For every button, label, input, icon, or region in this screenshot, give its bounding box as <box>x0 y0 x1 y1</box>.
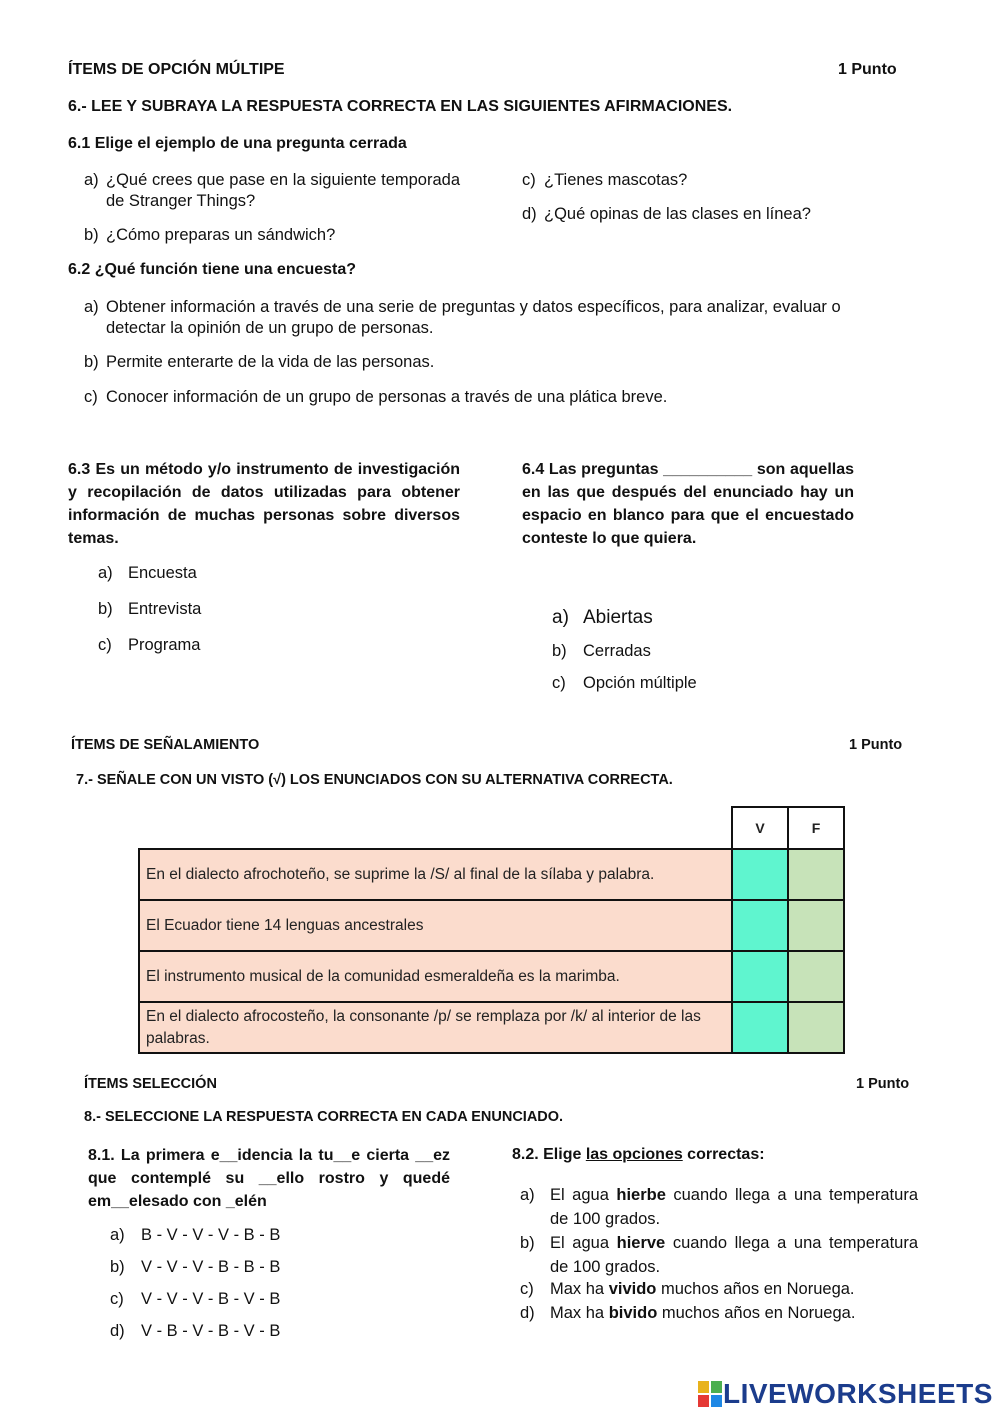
option-text: Opción múltiple <box>583 674 697 692</box>
v-answer-cell[interactable] <box>732 951 788 1002</box>
table-row <box>139 1002 844 1053</box>
f-answer-cell[interactable] <box>788 900 844 951</box>
section-points: 1 Punto <box>838 61 897 78</box>
option-text: ¿Qué opinas de las clases en línea? <box>544 205 811 223</box>
option-letter: b) <box>84 353 99 371</box>
question-8-1-title: 8.1. La primera e__idencia la tu__e cierta __ez que contemplé su __ello rostro y quedé em__elesado con _elén <box>88 1147 450 1210</box>
true-false-table <box>138 806 845 1054</box>
option-6-3-c[interactable] <box>98 636 398 655</box>
instruction-7: 7.- SEÑALE CON UN VISTO (√) LOS ENUNCIADOS CON SU ALTERNATIVA CORRECTA. <box>76 772 673 788</box>
option-letter: b) <box>84 226 99 244</box>
statement-cell: En el dialecto afrocosteño, la consonante /p/ se remplaza por /k/ al interior de las palabras. <box>139 1002 732 1053</box>
liveworksheets-logo-icon <box>697 1380 723 1408</box>
text-part: muchos años en Noruega. <box>657 1304 856 1322</box>
option-letter: a) <box>110 1226 125 1244</box>
logo-text: LIVEWORKSHEETS <box>723 1378 993 1409</box>
header-v: V <box>732 807 788 849</box>
option-letter: a) <box>98 564 113 582</box>
table-header-spacer <box>139 807 732 849</box>
highlighted-word: vivido <box>608 1280 657 1298</box>
option-text <box>550 1280 918 1299</box>
option-text: ¿Cómo preparas un sándwich? <box>106 226 336 244</box>
section-title-selection: ÍTEMS SELECCIÓN <box>84 1076 217 1092</box>
option-text: ¿Tienes mascotas? <box>544 171 688 189</box>
text-part: cuando llega a una temperatura de 100 grados. <box>550 1186 918 1228</box>
option-text: V - V - V - B - B - B <box>141 1258 281 1276</box>
option-6-4-c[interactable] <box>552 674 852 693</box>
option-letter: a) <box>520 1186 535 1204</box>
option-6-3-a[interactable] <box>98 564 398 583</box>
title-underlined: las opciones <box>585 1146 683 1163</box>
option-8-1-d[interactable] <box>110 1322 410 1341</box>
question-6-2-title: 6.2 ¿Qué función tiene una encuesta? <box>68 261 357 278</box>
option-6-3-b[interactable] <box>98 600 398 619</box>
option-6-2-a[interactable] <box>84 297 864 339</box>
v-answer-cell[interactable] <box>732 849 788 900</box>
option-letter: a) <box>552 607 569 628</box>
text-part: cuando llega a una temperatura de 100 grados. <box>550 1234 918 1276</box>
option-6-2-c[interactable] <box>84 388 864 407</box>
section-title-multiple-choice: ÍTEMS DE OPCIÓN MÚLTIPE <box>68 61 285 78</box>
statement-cell: El Ecuador tiene 14 lenguas ancestrales <box>139 900 732 951</box>
f-answer-cell[interactable] <box>788 849 844 900</box>
option-text: ¿Qué crees que pase en la siguiente temporada de Stranger Things? <box>106 171 460 210</box>
text-part: muchos años en Noruega. <box>656 1280 855 1298</box>
section-points: 1 Punto <box>856 1076 910 1092</box>
option-letter: b) <box>98 600 113 618</box>
statement-cell: El instrumento musical de la comunidad esmeraldeña es la marimba. <box>139 951 732 1002</box>
question-6-1-title: 6.1 Elige el ejemplo de una pregunta cerrada <box>68 135 407 152</box>
option-letter: b) <box>552 642 567 660</box>
option-text: Programa <box>128 636 201 654</box>
option-6-4-b[interactable] <box>552 642 852 661</box>
option-letter: b) <box>110 1258 125 1276</box>
option-text <box>550 1183 918 1231</box>
option-8-2-b[interactable] <box>520 1231 918 1279</box>
section-title-marking: ÍTEMS DE SEÑALAMIENTO <box>71 737 260 753</box>
liveworksheets-logo <box>697 1378 993 1410</box>
option-6-1-d[interactable] <box>522 205 882 224</box>
option-letter: c) <box>520 1280 534 1298</box>
highlighted-word: hierve <box>616 1234 666 1252</box>
option-text: Cerradas <box>583 642 651 660</box>
option-letter: c) <box>110 1290 124 1308</box>
v-answer-cell[interactable] <box>732 900 788 951</box>
option-letter: d) <box>522 205 537 223</box>
option-text: V - B - V - B - V - B <box>141 1322 281 1340</box>
option-8-2-d[interactable] <box>520 1304 918 1323</box>
option-letter: a) <box>84 298 99 316</box>
option-text: Encuesta <box>128 564 197 582</box>
option-8-1-b[interactable] <box>110 1258 410 1277</box>
title-suffix: correctas: <box>682 1146 765 1163</box>
f-answer-cell[interactable] <box>788 1002 844 1053</box>
option-letter: c) <box>552 674 566 692</box>
option-letter: a) <box>84 171 99 189</box>
text-part: Max ha <box>550 1304 609 1322</box>
instruction-8: 8.- SELECCIONE LA RESPUESTA CORRECTA EN CADA ENUNCIADO. <box>84 1109 564 1125</box>
option-6-1-c[interactable] <box>522 171 882 190</box>
option-letter: d) <box>520 1304 535 1322</box>
v-answer-cell[interactable] <box>732 1002 788 1053</box>
option-6-1-b[interactable] <box>84 226 460 245</box>
table-row <box>139 900 844 951</box>
option-text: V - V - V - B - V - B <box>141 1290 281 1308</box>
option-text <box>550 1304 918 1323</box>
option-8-1-c[interactable] <box>110 1290 410 1309</box>
option-8-2-c[interactable] <box>520 1280 918 1299</box>
option-text: Permite enterarte de la vida de las personas. <box>106 353 435 371</box>
option-letter: b) <box>520 1234 535 1252</box>
statement-cell: En el dialecto afrochoteño, se suprime la /S/ al final de la sílaba y palabra. <box>139 849 732 900</box>
option-letter: c) <box>522 171 536 189</box>
highlighted-word: hierbe <box>616 1186 666 1204</box>
header-f: F <box>788 807 844 849</box>
f-answer-cell[interactable] <box>788 951 844 1002</box>
text-part: Max ha <box>550 1280 609 1298</box>
option-8-2-a[interactable] <box>520 1183 918 1231</box>
option-text: B - V - V - V - B - B <box>141 1226 281 1244</box>
question-8-2-title <box>512 1146 765 1164</box>
option-text: Abiertas <box>583 607 653 628</box>
table-row <box>139 951 844 1002</box>
text-part: El agua <box>550 1234 617 1252</box>
question-6-4-title: 6.4 Las preguntas __________ son aquellas en las que después del enunciado hay un espacio en blanco para que el encuestado conteste lo que quiera. <box>522 461 854 547</box>
option-6-4-a[interactable] <box>552 607 852 629</box>
section-points: 1 Punto <box>849 737 903 753</box>
table-row <box>139 849 844 900</box>
option-text: Entrevista <box>128 600 202 618</box>
option-text: Obtener información a través de una serie de preguntas y datos específicos, para analizar, evaluar o detectar la opinión de un grupo de personas. <box>106 298 841 337</box>
option-6-1-a[interactable] <box>84 170 460 212</box>
question-6-3-title: 6.3 Es un método y/o instrumento de investigación y recopilación de datos utilizadas para obtener información de muchas personas sobre diversos temas. <box>68 461 460 547</box>
option-text <box>550 1231 918 1279</box>
highlighted-word: bivido <box>608 1304 658 1322</box>
option-8-1-a[interactable] <box>110 1226 410 1245</box>
instruction-6: 6.- LEE Y SUBRAYA LA RESPUESTA CORRECTA EN LAS SIGUIENTES AFIRMACIONES. <box>68 98 733 115</box>
text-part: El agua <box>550 1186 617 1204</box>
option-letter: c) <box>84 388 98 406</box>
title-prefix: 8.2. Elige <box>512 1146 586 1163</box>
option-letter: c) <box>98 636 112 654</box>
option-6-2-b[interactable] <box>84 353 864 372</box>
option-text: Conocer información de un grupo de personas a través de una plática breve. <box>106 388 668 406</box>
option-letter: d) <box>110 1322 125 1340</box>
